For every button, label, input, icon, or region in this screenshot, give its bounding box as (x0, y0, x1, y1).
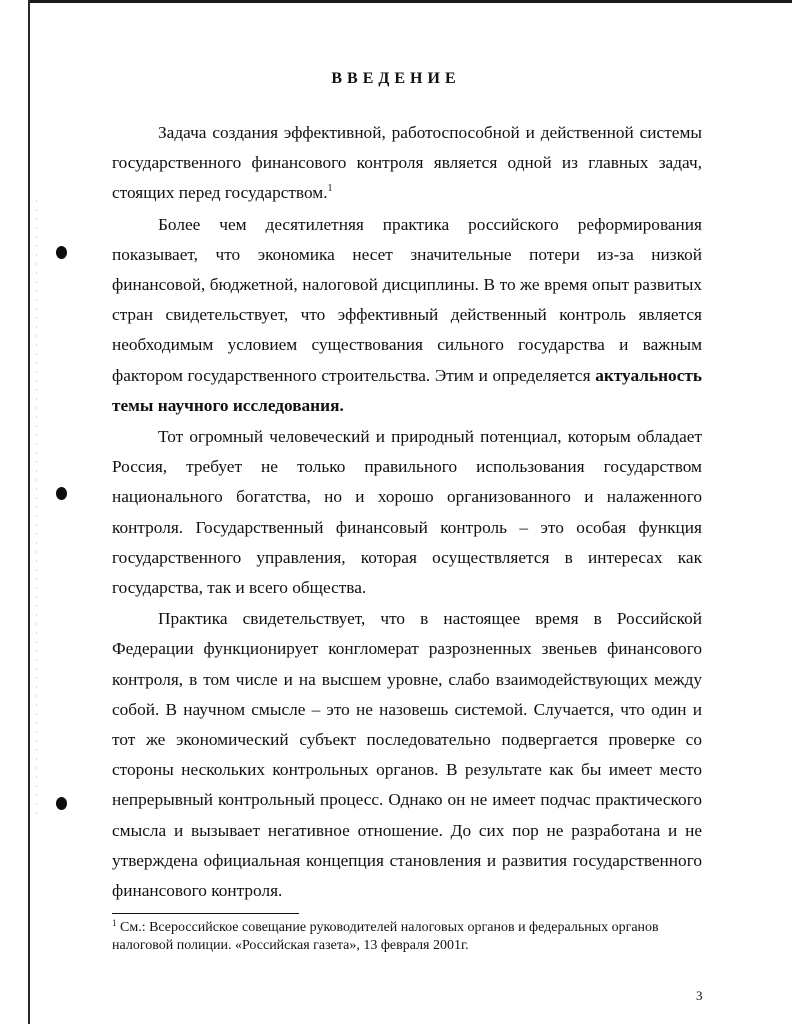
paragraph-text: Практика свидетельствует, что в настоящее время в Российской Федерации функционирует конгломерат разрозненных звеньев финансового контроля, в том числе и на высшем уровне, слабо взаимодействующих между собой. В научном смысле – это не назовешь системой. Случается, что один и тот же экономический субъект последовательно подвергается проверке со стороны нескольких контрольных органов. В результате как бы имеет место непрерывный контрольный процесс. Однако он не имеет подчас практического смысла и вызывает негативное отношение. До сих пор не разработана и не утверждена официальная концепция становления и развития государственного финансового контроля. (112, 609, 702, 901)
paragraph (112, 210, 702, 421)
paragraph-text: Тот огромный человеческий и природный потенциал, которым обладает Россия, требует не только правильного использования государством национального богатства, но и хорошо организованного и налаженного контроля. Государственный финансовый контроль – это особая функция государственного управления, которая осуществляется в интересах как государства, так и всего общества. (112, 427, 702, 598)
page-number: 3 (696, 988, 703, 1003)
scan-edge-top (28, 0, 792, 3)
footnote-text: См.: Всероссийское совещание руководителей налоговых органов и федеральных органов налоговой полиции. «Российская газета», 13 февраля 2001г. (112, 920, 659, 953)
paragraph (112, 118, 702, 209)
bold-phrase: актуальность темы научного исследования. (112, 365, 702, 415)
scan-edge-left (28, 0, 30, 1024)
paragraph (112, 604, 702, 906)
paragraph-text: Задача создания эффективной, работоспособной и действенной системы государственного финансового контроля является одной из главных задач, стоящих перед государством. (112, 123, 702, 203)
paragraph (112, 422, 702, 603)
paragraph-text: Более чем десятилетняя практика российского реформирования показывает, что экономика несет значительные потери из-за низкой финансовой, бюджетной, налоговой дисциплины. В то же время опыт развитых стран свидетельствует, что эффективный действенный контроль является необходимым условием существования сильного государства и важным фактором государственного строительства. Этим и определяется (112, 214, 702, 385)
footnote-marker: 1 (112, 918, 117, 928)
footnote-reference: 1 (327, 183, 333, 195)
footnote (112, 919, 702, 955)
scan-artifact-dots (36, 200, 37, 820)
binder-hole-icon (56, 246, 67, 259)
body-text (112, 118, 702, 906)
footnote-separator (112, 913, 299, 914)
page-title: ВВЕДЕНИЕ (331, 70, 461, 87)
binder-hole-icon (56, 487, 67, 500)
binder-hole-icon (56, 797, 67, 810)
